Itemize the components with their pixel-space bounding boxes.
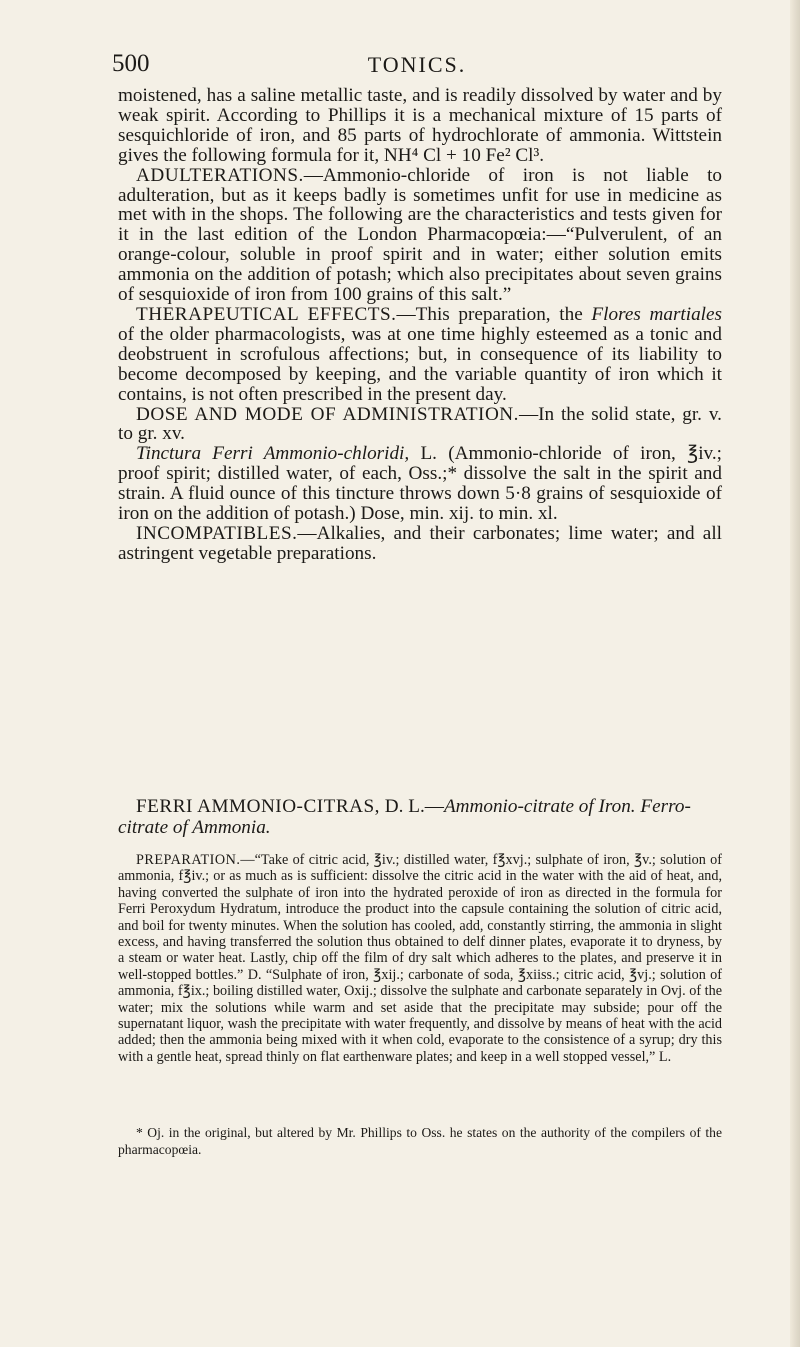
- paragraph-text: —Alkalies, and their carbonates; lime water; and all astringent vegetable preparations.: [118, 522, 722, 564]
- page-number: 500: [112, 50, 150, 77]
- paragraph-intro: [118, 86, 722, 166]
- section-title-caps: FERRI AMMONIO-CITRAS,: [136, 796, 380, 817]
- paragraph-text: —“Take of citric acid, ℥iv.; distilled water, f℥xvj.; sulphate of iron, ℥v.; solution of ammonia, f℥iv.; or as much as is sufficient: dissolve the citric acid in the water with the aid of heat, and, having converted the sulphate of iron into the hydrated peroxide of iron as directed in the formula for Ferri Peroxydum Hydratum, introduce the product into the capsule containing the solution of citric acid, and boil for twenty minutes. When the solution has cooled, add, constantly stirring, the ammonia in slight excess, and having transferred the solution thus obtained to delf dinner plates, evaporate it to dryness, by a steam or water heat. Lastly, chip off the film of dry salt which adheres to the plates, and preserve it in well-stopped bottles.” D. “Sulphate of iron, ℥xij.; carbonate of soda, ℥xiiss.; citric acid, ℥vj.; solution of ammonia, f℥ix.; boiling distilled water, Oxij.; dissolve the sulphate and carbonate separately in Ovj. of the water; mix the solutions while warm and set aside that the precipitate may subside; pour off the supernatant liquor, wash the precipitate with water frequently, and dissolve by means of heat with the acid added; then the ammonia being mixed with it when cold, evaporate to the consistence of a syrup; dry this with a gentle heat, spread thinly on flat earthenware plates; and keep in a well stopped vessel,” L.: [118, 852, 722, 1065]
- footnote: [118, 1124, 722, 1158]
- italic-term: Flores martiales: [591, 303, 722, 325]
- preparation-text: [118, 852, 722, 1065]
- main-text: [118, 86, 722, 564]
- italic-term: Tinctura Ferri Ammonio-chloridi,: [136, 443, 410, 465]
- section-title-ferri-ammonio-citras: [118, 796, 722, 838]
- paragraph-text: moistened, has a saline metallic taste, and is readily dissolved by water and by weak spirit. According to Phillips it is a mechanical mixture of 15 parts of sesquichloride of iron, and 85 parts of hydrochlorate of ammonia. Wittstein gives the following formula for it, NH⁴ Cl + 10 Fe² Cl³.: [118, 85, 722, 166]
- page-header: [112, 50, 722, 80]
- paragraph-text: L. (Ammonio-chloride of iron, ℥iv.; proof spirit; distilled water, of each, Oss.;* dissolve the salt in the spirit and strain. A fluid ounce of this tincture throws down 5·8 grains of sesquioxide of iron on the addition of potash.) Dose, min. xij. to min. xl.: [118, 443, 722, 525]
- section-title-italic: Ammonio-citrate of Iron. Ferro-citrate of Ammonia.: [118, 796, 691, 838]
- paragraph-text: —This preparation, the: [396, 303, 592, 325]
- paragraph-text: —In the solid state, gr. v. to gr. xv.: [118, 403, 722, 445]
- section-heading: DOSE AND MODE OF ADMINISTRATION.: [136, 403, 519, 425]
- paragraph-tincture: [118, 444, 722, 524]
- paragraph-text: —Ammonio-chloride of iron is not liable to adulteration, but as it keeps badly is sometimes unfit for use in medicine as met with in the shops. The following are the characteristics and tests given for it in the last edition of the London Pharmacopœia:—“Pulverulent, of an orange-colour, soluble in proof spirit and in water; either solution emits ammonia on the addition of potash; which also precipitates about seven grains of sesquioxide of iron from 100 grains of this salt.”: [118, 164, 722, 306]
- section-title-rest: D. L.—: [379, 796, 444, 817]
- section-heading: INCOMPATIBLES.: [136, 522, 298, 544]
- running-title: TONICS.: [367, 52, 467, 77]
- paragraph-adulterations: [118, 166, 722, 305]
- paragraph-therapeutical-effects: [118, 305, 722, 405]
- section-heading: THERAPEUTICAL EFFECTS.: [136, 303, 397, 325]
- section-heading: PREPARATION.: [136, 852, 241, 868]
- paragraph-incompatibles: [118, 524, 722, 564]
- paragraph-dose: [118, 405, 722, 445]
- section-heading: ADULTERATIONS.: [136, 164, 304, 186]
- paragraph-text: of the older pharmacologists, was at one time highly esteemed as a tonic and deobstruent in scrofulous affections; but, in consequence of its liability to become decomposed by keeping, and the variable quantity of iron which it contains, is not often prescribed in the present day.: [118, 323, 722, 405]
- page-edge: [790, 0, 800, 1347]
- footnote-text: * Oj. in the original, but altered by Mr. Phillips to Oss. he states on the authority of the compilers of the pharmacopœia.: [118, 1125, 722, 1157]
